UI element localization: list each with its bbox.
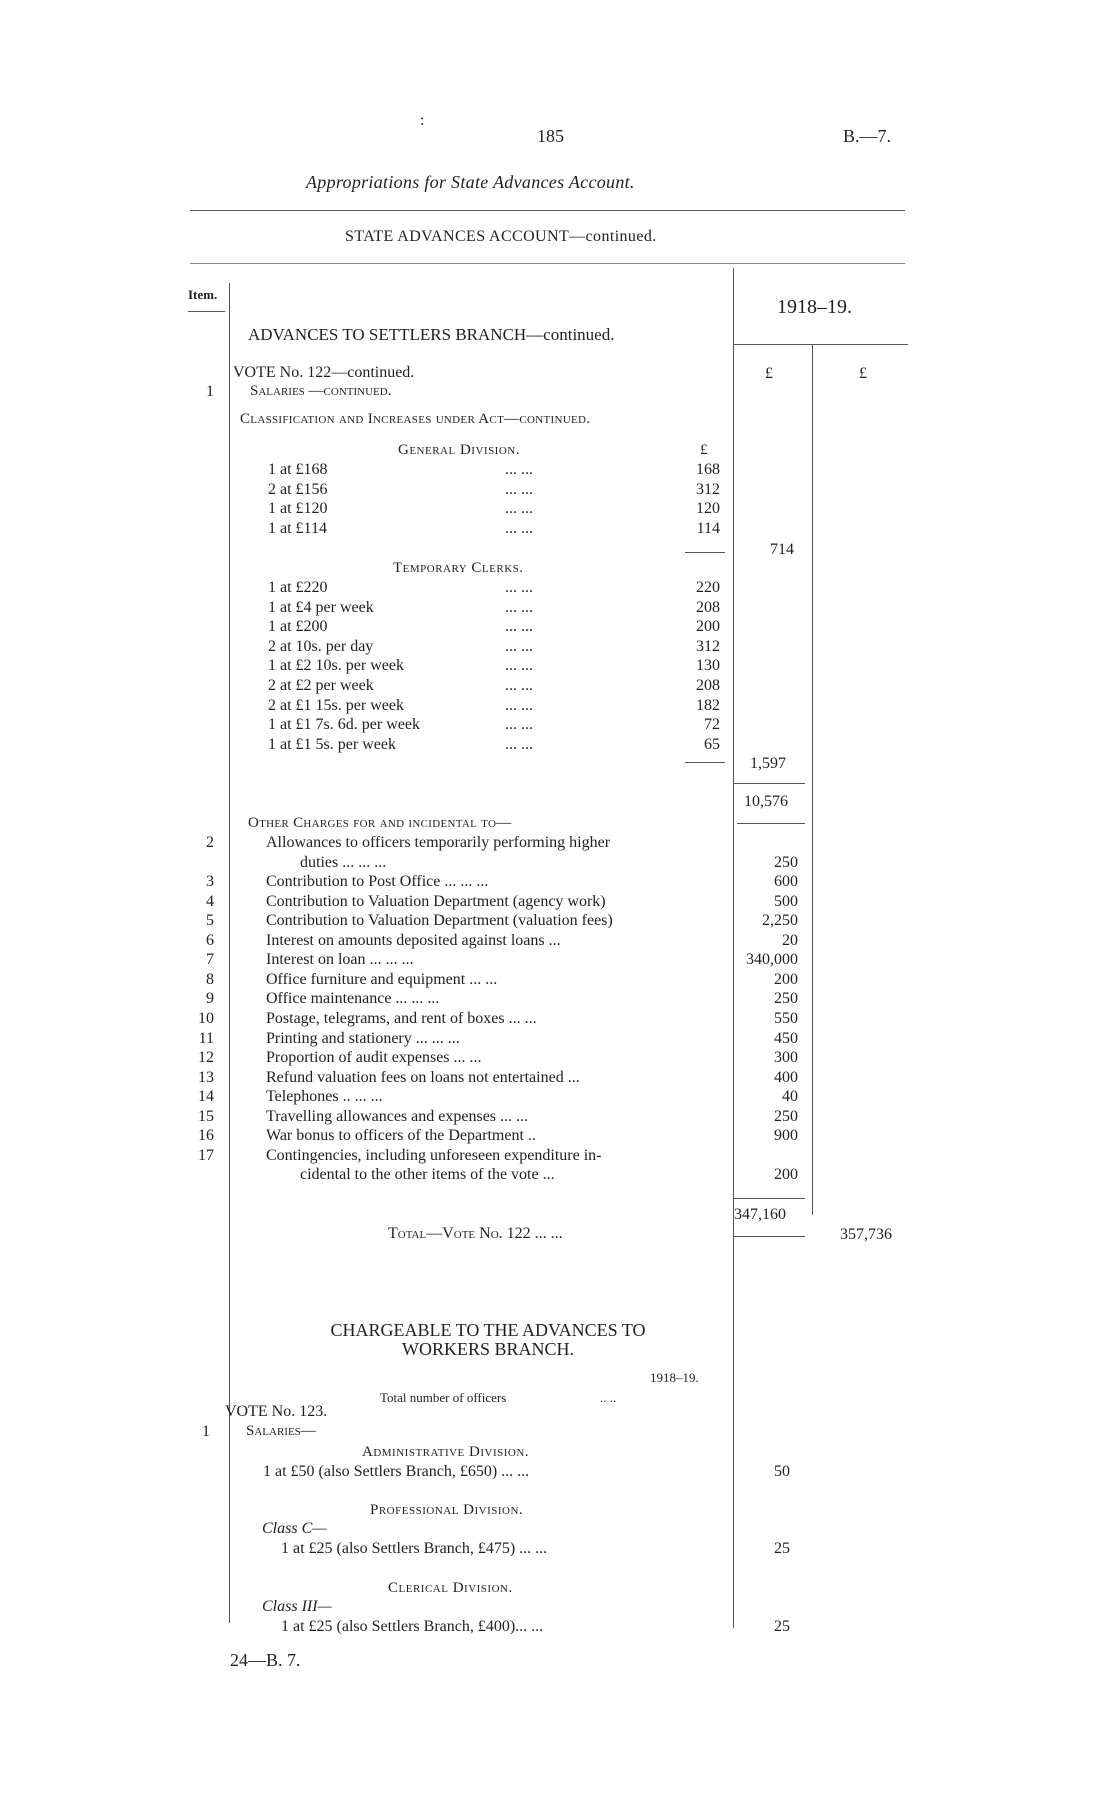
temporary-clerk-row-value: 220 <box>696 579 720 596</box>
other-charge-item-number: 13 <box>198 1068 214 1086</box>
clerical-class-label: Class III— <box>262 1598 332 1615</box>
other-charge-value: 40 <box>782 1088 798 1106</box>
other-charge-item-number: 7 <box>206 951 214 969</box>
vote-122-total-label: Total—Vote No. 122 ... ... <box>388 1225 563 1242</box>
temporary-clerk-row-label: 1 at £1 5s. per week <box>268 735 396 753</box>
other-charge-item-number: 3 <box>206 873 214 891</box>
temporary-clerk-row-value: 208 <box>696 598 720 616</box>
temporary-clerk-row-dots: ... ... <box>505 637 533 655</box>
signature-mark: 24—B. 7. <box>230 1650 301 1670</box>
other-charge-value: 250 <box>774 1107 798 1125</box>
temporary-clerk-row-label: 1 at £2 10s. per week <box>268 657 404 675</box>
other-charge-label: Travelling allowances and expenses ... ... <box>266 1107 529 1125</box>
header-dot: : <box>420 112 425 129</box>
other-charge-label: Printing and stationery ... ... ... <box>266 1029 460 1047</box>
other-charge-value: 450 <box>774 1029 798 1047</box>
section2-salaries-heading: Salaries— <box>246 1423 316 1439</box>
other-charge-value: 200 <box>774 970 798 988</box>
temporary-clerk-row-dots: ... ... <box>505 598 533 616</box>
other-charge-label: Contribution to Valuation Department (valuation fees) <box>266 912 613 930</box>
temporary-clerk-row-label: 2 at 10s. per day <box>268 637 374 655</box>
other-charge-label: Interest on amounts deposited against loans ... <box>266 931 561 949</box>
temporary-clerk-row-dots: ... ... <box>505 677 533 694</box>
other-charge-item-number: 12 <box>198 1049 214 1067</box>
general-division-row-label: 1 at £120 <box>268 500 328 517</box>
item-number: 1 <box>206 383 214 400</box>
other-charge-item-number: 2 <box>206 834 214 851</box>
pound-sign-1: £ <box>765 365 773 382</box>
other-charge-label: Office maintenance ... ... ... <box>266 990 440 1008</box>
temporary-clerk-row-label: 1 at £1 7s. 6d. per week <box>268 716 420 734</box>
other-charge-value: 500 <box>774 892 798 910</box>
page-title: Appropriations for State Advances Account. <box>306 172 635 192</box>
temporary-clerk-row-dots: ... ... <box>505 618 533 636</box>
other-charge-value: 250 <box>774 853 798 871</box>
other-charge-item-number: 4 <box>206 892 214 910</box>
clerical-division-row: 1 at £25 (also Settlers Branch, £400)... ... <box>281 1618 544 1635</box>
account-heading: STATE ADVANCES ACCOUNT—continued. <box>345 228 657 245</box>
administrative-division-value: 50 <box>774 1463 790 1480</box>
section2-heading-line1: CHARGEABLE TO THE ADVANCES TO <box>330 1320 646 1340</box>
salaries-heading: Salaries —continued. <box>250 383 392 399</box>
temporary-clerk-row-label: 1 at £200 <box>268 618 328 636</box>
salaries-total: 10,576 <box>744 793 788 810</box>
temporary-clerks-total: 1,597 <box>750 755 786 772</box>
temporary-clerk-row-dots: ... ... <box>505 657 533 675</box>
temporary-clerks-heading: Temporary Clerks. <box>393 560 524 576</box>
other-charge-item-number: 8 <box>206 970 214 988</box>
document-reference: B.—7. <box>843 126 892 146</box>
other-charge-value: 600 <box>774 873 798 891</box>
officers-label: Total number of officers <box>380 1390 507 1405</box>
other-charge-value: 250 <box>774 990 798 1008</box>
general-division-row-label: 1 at £168 <box>268 461 328 478</box>
other-charge-value: 550 <box>774 1009 798 1027</box>
general-division-heading: General Division. <box>398 442 520 458</box>
temporary-clerk-row-label: 1 at £4 per week <box>268 598 374 616</box>
clerical-division-value: 25 <box>774 1618 790 1635</box>
general-division-row-label: 2 at £156 <box>268 480 328 498</box>
vote-123-heading: VOTE No. 123. <box>225 1403 328 1420</box>
other-charge-item-number: 14 <box>198 1088 214 1106</box>
second-amount-column-rule <box>812 345 813 1215</box>
other-charge-label: Contingencies, including unforeseen expenditure in- <box>266 1146 602 1164</box>
other-charges-total: 347,160 <box>734 1206 786 1223</box>
other-charge-label: Allowances to officers temporarily performing higher <box>266 834 611 851</box>
pound-sign-subcolumn: £ <box>700 442 708 458</box>
other-charge-label: duties ... ... ... <box>300 853 387 871</box>
temporary-clerk-row-label: 1 at £220 <box>268 579 328 596</box>
other-charge-label: Office furniture and equipment ... ... <box>266 970 498 988</box>
vote-122-heading: VOTE No. 122—continued. <box>233 364 415 381</box>
other-charge-label: cidental to the other items of the vote ... <box>300 1166 555 1184</box>
other-charge-item-number: 16 <box>198 1127 214 1145</box>
section2-heading-line2: WORKERS BRANCH. <box>401 1339 575 1359</box>
temporary-clerk-row-label: 2 at £2 per week <box>268 677 374 694</box>
professional-division-value: 25 <box>774 1540 790 1557</box>
temporary-clerk-row-value: 208 <box>696 677 720 694</box>
section2-item-number: 1 <box>202 1423 210 1440</box>
general-division-total: 714 <box>770 541 794 558</box>
temporary-clerk-row-dots: ... ... <box>505 716 533 734</box>
other-charge-item-number: 6 <box>206 931 214 949</box>
general-division-row-label: 1 at £114 <box>268 519 327 537</box>
professional-division-row: 1 at £25 (also Settlers Branch, £475) ... ... <box>281 1540 548 1557</box>
other-charge-label: Contribution to Valuation Department (agency work) <box>266 892 606 910</box>
professional-class-label: Class C— <box>262 1520 327 1537</box>
other-charge-value: 20 <box>782 931 798 949</box>
other-charge-item-number: 15 <box>198 1107 214 1125</box>
other-charge-item-number: 17 <box>198 1146 214 1164</box>
other-charge-label: Interest on loan ... ... ... <box>266 951 414 969</box>
other-charge-label: Contribution to Post Office ... ... ... <box>266 873 489 891</box>
temporary-clerk-row-value: 200 <box>696 618 720 636</box>
other-charge-value: 2,250 <box>762 912 798 930</box>
item-column-rule <box>229 283 230 1623</box>
temporary-clerk-row-value: 182 <box>696 696 720 714</box>
other-charge-label: War bonus to officers of the Department .. <box>266 1127 536 1145</box>
general-division-row-dots: ... ... <box>505 500 533 517</box>
other-charge-value: 340,000 <box>746 951 798 969</box>
other-charge-value: 400 <box>774 1068 798 1086</box>
section2-year: 1918–19. <box>650 1370 699 1385</box>
general-division-row-dots: ... ... <box>505 480 533 498</box>
temporary-clerk-row-value: 312 <box>696 637 720 655</box>
administrative-division-heading: Administrative Division. <box>362 1444 530 1460</box>
general-division-row-dots: ... ... <box>505 519 533 537</box>
classification-heading: Classification and Increases under Act—continued. <box>240 411 591 427</box>
other-charge-label: Postage, telegrams, and rent of boxes ... ... <box>266 1009 537 1027</box>
page-number: 185 <box>537 126 564 146</box>
temporary-clerk-row-value: 72 <box>704 716 720 734</box>
officers-dots: .. .. <box>600 1390 617 1405</box>
other-charge-label: Proportion of audit expenses ... ... <box>266 1049 482 1067</box>
general-division-row-dots: ... ... <box>505 461 533 478</box>
other-charge-item-number: 9 <box>206 990 214 1008</box>
temporary-clerk-row-dots: ... ... <box>505 735 533 753</box>
temporary-clerk-row-label: 2 at £1 15s. per week <box>268 696 404 714</box>
clerical-division-heading: Clerical Division. <box>388 1580 513 1596</box>
general-division-row-value: 120 <box>696 500 720 517</box>
other-charge-item-number: 11 <box>198 1029 214 1047</box>
other-charge-item-number: 5 <box>206 912 214 930</box>
temporary-clerk-row-dots: ... ... <box>505 579 533 596</box>
other-charge-label: Telephones .. ... ... <box>266 1088 383 1106</box>
general-division-row-value: 114 <box>696 519 720 537</box>
pound-sign-2: £ <box>859 365 867 382</box>
general-division-row-value: 168 <box>696 461 720 478</box>
temporary-clerk-row-dots: ... ... <box>505 696 533 714</box>
other-charge-item-number: 10 <box>198 1009 214 1027</box>
other-charge-label: Refund valuation fees on loans not entertained ... <box>266 1068 580 1086</box>
temporary-clerk-row-value: 65 <box>704 735 720 753</box>
other-charge-value: 300 <box>774 1049 798 1067</box>
section-heading: ADVANCES TO SETTLERS BRANCH—continued. <box>248 325 615 344</box>
general-division-row-value: 312 <box>696 480 720 498</box>
other-charge-value: 900 <box>774 1127 798 1145</box>
temporary-clerk-row-value: 130 <box>696 657 720 675</box>
vote-122-total-value: 357,736 <box>840 1226 892 1243</box>
professional-division-heading: Professional Division. <box>370 1502 524 1518</box>
administrative-division-row: 1 at £50 (also Settlers Branch, £650) ... ... <box>263 1463 530 1480</box>
other-charges-heading: Other Charges for and incidental to— <box>248 815 512 831</box>
year-column-header: 1918–19. <box>777 296 852 318</box>
other-charge-value: 200 <box>774 1166 798 1184</box>
item-column-header: Item. <box>188 287 218 302</box>
